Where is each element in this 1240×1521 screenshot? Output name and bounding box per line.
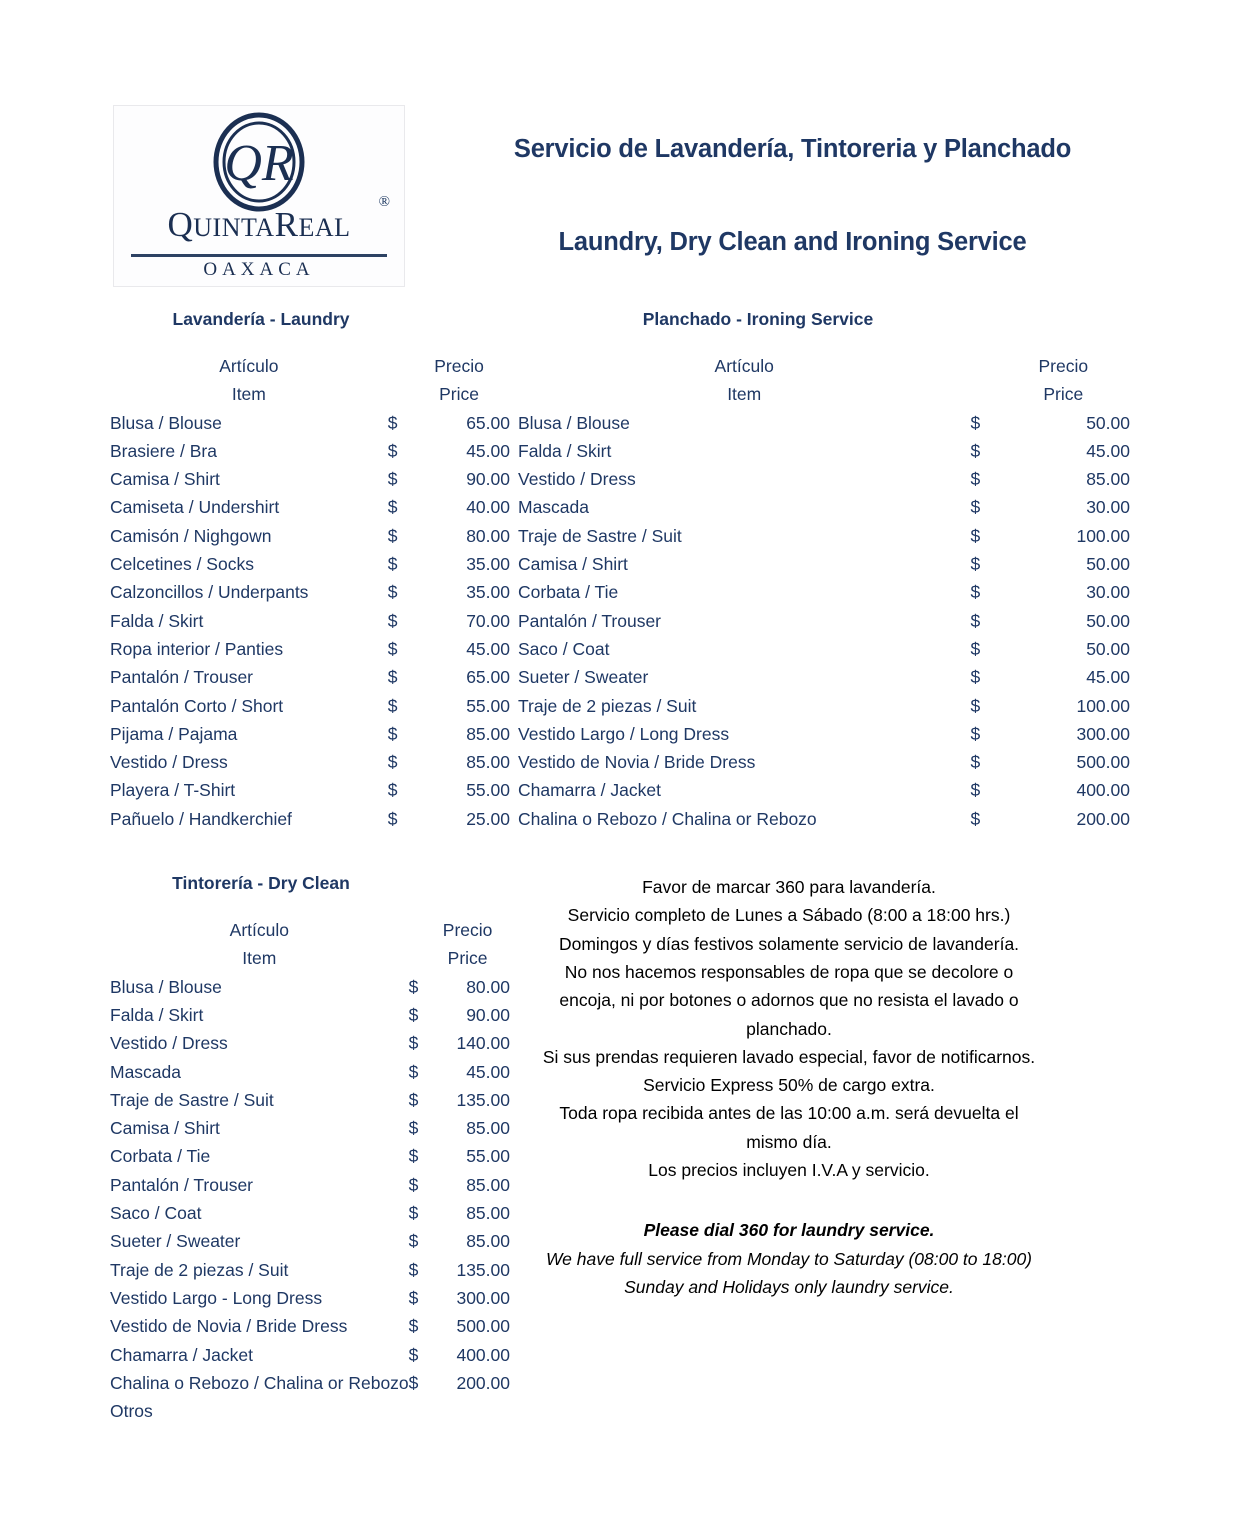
table-row: [518, 663, 1130, 691]
header-titles: [405, 105, 1240, 257]
currency-symbol: $: [387, 723, 398, 744]
currency-symbol: $: [970, 440, 981, 461]
list-item: Sueter / Sweater: [110, 1231, 241, 1252]
dryclean-col-header-articulo: Artículo: [229, 920, 289, 941]
list-item: Brasiere / Bra: [110, 440, 217, 461]
table-row: [110, 1227, 510, 1255]
currency-symbol: $: [408, 1089, 419, 1110]
price-value: 85.00: [466, 1203, 510, 1224]
currency-symbol: $: [408, 1316, 419, 1337]
table-row: [110, 663, 510, 691]
price-value: 300.00: [456, 1287, 510, 1308]
list-item: Falda / Skirt: [110, 1004, 204, 1025]
currency-symbol: $: [970, 780, 981, 801]
table-row: [518, 776, 1130, 804]
table-row: [110, 1029, 510, 1057]
price-value: 45.00: [466, 440, 510, 461]
table-row: [110, 973, 510, 1001]
currency-symbol: $: [970, 752, 981, 773]
list-item: Falda / Skirt: [110, 610, 204, 631]
list-item: Traje de Sastre / Suit: [518, 525, 682, 546]
table-row: [110, 550, 510, 578]
price-value: 45.00: [1086, 667, 1130, 688]
list-item: Falda / Skirt: [518, 440, 612, 461]
laundry-col-header-precio: Precio: [434, 356, 484, 376]
currency-symbol: $: [408, 1174, 419, 1195]
laundry-header-row-en: [110, 380, 510, 408]
table-row: [110, 692, 510, 720]
ironing-header-row-en: [518, 380, 1130, 408]
dryclean-header-row-es: [110, 916, 510, 944]
currency-symbol: $: [408, 1287, 419, 1308]
table-row: [110, 1171, 510, 1199]
laundry-col-header-price: Price: [439, 384, 479, 405]
logo-divider-line: [131, 254, 387, 257]
list-item: Calzoncillos / Underpants: [110, 582, 309, 603]
table-row: [110, 805, 510, 833]
price-value: 80.00: [466, 976, 510, 997]
logo-wordmark-r: R: [274, 205, 299, 244]
price-value: 85.00: [466, 752, 510, 773]
price-value: 85.00: [466, 1174, 510, 1195]
logo-monogram-emblem: [204, 112, 314, 217]
logo-wordmark-q: Q: [167, 205, 194, 244]
lower-row: [0, 873, 1240, 1425]
price-value: 85.00: [466, 1231, 510, 1252]
list-item: Chalina o Rebozo / Chalina or Rebozo: [110, 1372, 409, 1393]
logo-location-label: OAXACA: [203, 259, 315, 280]
list-item: Mascada: [518, 497, 590, 518]
logo-wordmark-uinta: UINTA: [193, 213, 275, 242]
table-row: [110, 1312, 510, 1340]
currency-symbol: $: [970, 695, 981, 716]
laundry-header-cur-spacer-2: [388, 380, 408, 408]
list-item: Vestido / Dress: [110, 752, 228, 773]
list-item: Otros: [110, 1401, 153, 1422]
list-item: Camisa / Shirt: [110, 1118, 220, 1139]
currency-symbol: $: [387, 525, 398, 546]
table-row: [110, 409, 510, 437]
laundry-section-title: Lavandería - Laundry: [172, 309, 350, 329]
registered-trademark-icon: ®: [378, 194, 390, 210]
price-value: 500.00: [456, 1316, 510, 1337]
list-item: Blusa / Blouse: [110, 976, 222, 997]
list-item: Camisa / Shirt: [518, 554, 628, 575]
table-row: [110, 1001, 510, 1029]
price-value: 85.00: [466, 723, 510, 744]
currency-symbol: $: [408, 1004, 419, 1025]
currency-symbol: $: [387, 808, 398, 829]
notes-section: [510, 873, 1130, 1425]
currency-symbol: $: [387, 554, 398, 575]
list-item: Pantalón / Trouser: [518, 610, 661, 631]
dryclean-col-header-precio: Precio: [442, 920, 493, 941]
list-item: Corbata / Tie: [110, 1146, 211, 1167]
list-item: Camisón / Nighgown: [110, 525, 272, 546]
table-row: [110, 607, 510, 635]
list-item: Chamarra / Jacket: [110, 1344, 253, 1365]
table-row: [110, 1284, 510, 1312]
logo-wordmark: [114, 205, 404, 245]
table-row: [518, 465, 1130, 493]
table-row: [110, 1142, 510, 1170]
list-item: Traje de Sastre / Suit: [110, 1089, 274, 1110]
price-value: 35.00: [466, 554, 510, 575]
currency-symbol: $: [408, 976, 419, 997]
ironing-header-cur-spacer-2: [970, 380, 996, 408]
list-item: Traje de 2 piezas / Suit: [518, 695, 697, 716]
currency-symbol: $: [387, 638, 398, 659]
currency-symbol: $: [387, 780, 398, 801]
table-row: [518, 493, 1130, 521]
price-value: 200.00: [456, 1372, 510, 1393]
price-value: 90.00: [466, 1004, 510, 1025]
price-value: 30.00: [1086, 582, 1130, 603]
note-line: Los precios incluyen I.V.A y servicio.: [648, 1160, 930, 1181]
currency-symbol: $: [408, 1146, 419, 1167]
table-row: [110, 1114, 510, 1142]
price-value: 85.00: [466, 1118, 510, 1139]
currency-symbol: $: [408, 1033, 419, 1054]
price-value: 70.00: [466, 610, 510, 631]
price-value: 100.00: [1076, 525, 1130, 546]
table-row: [110, 1369, 510, 1397]
price-value: 90.00: [466, 469, 510, 490]
price-value: 55.00: [466, 780, 510, 801]
price-value: 45.00: [466, 638, 510, 659]
price-value: 140.00: [456, 1033, 510, 1054]
notes-english: [540, 1216, 1038, 1301]
note-line: We have full service from Monday to Saturday (08:00 to 18:00): [545, 1248, 1033, 1269]
list-item: Blusa / Blouse: [110, 412, 222, 433]
list-item: Playera / T-Shirt: [110, 780, 236, 801]
price-value: 55.00: [466, 695, 510, 716]
currency-symbol: $: [970, 469, 981, 490]
currency-symbol: $: [387, 695, 398, 716]
currency-symbol: $: [387, 412, 398, 433]
list-item: Vestido de Novia / Bride Dress: [110, 1316, 348, 1337]
ironing-header-row-es: [518, 352, 1130, 380]
laundry-header-cur-spacer: [388, 352, 408, 380]
list-item: Mascada: [110, 1061, 182, 1082]
logo-wordmark-eal: EAL: [298, 213, 351, 242]
document-header: [0, 0, 1240, 287]
list-item: Camiseta / Undershirt: [110, 497, 280, 518]
currency-symbol: $: [970, 582, 981, 603]
dryclean-section-title: Tintorería - Dry Clean: [172, 873, 350, 894]
note-line-bold: Please dial 360 for laundry service.: [643, 1220, 935, 1241]
ironing-section-title: Planchado - Ironing Service: [642, 309, 874, 329]
table-row: [110, 1086, 510, 1114]
table-row: [110, 465, 510, 493]
price-value: 30.00: [1086, 497, 1130, 518]
note-line: Domingos y días festivos solamente servicio de lavandería.: [558, 933, 1020, 954]
table-row: [518, 635, 1130, 663]
table-row: [110, 1256, 510, 1284]
price-value: 40.00: [466, 497, 510, 518]
dryclean-price-table: [110, 916, 510, 1425]
table-row: [110, 522, 510, 550]
list-item: Pañuelo / Handkerchief: [110, 808, 292, 829]
currency-symbol: $: [970, 667, 981, 688]
dryclean-header-row-en: [110, 944, 510, 972]
list-item: Pantalón / Trouser: [110, 667, 253, 688]
currency-symbol: $: [387, 752, 398, 773]
currency-symbol: $: [408, 1372, 419, 1393]
laundry-section: [0, 309, 510, 833]
ironing-col-header-precio: Precio: [1038, 356, 1089, 376]
ironing-col-header-item: Item: [727, 384, 762, 405]
table-row: [518, 437, 1130, 465]
ironing-col-header-price: Price: [1043, 384, 1084, 405]
note-line: No nos hacemos responsables de ropa que se decolore o encoja, ni por botones o adornos que no resista el lavado o planchado.: [559, 961, 1019, 1039]
currency-symbol: $: [970, 412, 981, 433]
currency-symbol: $: [387, 610, 398, 631]
currency-symbol: $: [970, 610, 981, 631]
list-item: Vestido / Dress: [518, 469, 636, 490]
currency-symbol: $: [408, 1259, 419, 1280]
price-value: 135.00: [456, 1089, 510, 1110]
list-item: Vestido Largo / Long Dress: [518, 723, 730, 744]
price-value: 400.00: [1076, 780, 1130, 801]
ironing-price-table: [518, 352, 1130, 833]
table-row: [110, 437, 510, 465]
list-item: Vestido Largo - Long Dress: [110, 1287, 323, 1308]
list-item: Chamarra / Jacket: [518, 780, 661, 801]
note-line: Favor de marcar 360 para lavandería.: [642, 877, 936, 898]
currency-symbol: $: [408, 1344, 419, 1365]
price-value: 65.00: [466, 412, 510, 433]
table-row: [518, 607, 1130, 635]
notes-spanish: [540, 873, 1038, 1184]
currency-symbol: $: [387, 469, 398, 490]
currency-symbol: $: [387, 667, 398, 688]
price-value: 25.00: [466, 808, 510, 829]
note-line: Si sus prendas requieren lavado especial, favor de notificarnos.: [542, 1046, 1036, 1067]
list-item: Pantalón / Trouser: [110, 1174, 253, 1195]
list-item: Traje de 2 piezas / Suit: [110, 1259, 289, 1280]
currency-symbol: $: [408, 1061, 419, 1082]
dryclean-col-header-item: Item: [242, 948, 277, 969]
list-item: Saco / Coat: [110, 1203, 202, 1224]
table-row: [110, 1397, 510, 1425]
quinta-real-logo: [113, 105, 405, 287]
top-tables-row: [0, 309, 1240, 833]
list-item: Celcetines / Socks: [110, 554, 254, 575]
page-title-spanish: Servicio de Lavandería, Tintoreria y Planchado: [513, 135, 1072, 163]
laundry-col-header-item: Item: [231, 384, 266, 405]
list-item: Sueter / Sweater: [518, 667, 649, 688]
table-row: [110, 493, 510, 521]
currency-symbol: $: [970, 497, 981, 518]
ironing-header-cur-spacer: [970, 352, 996, 380]
currency-symbol: $: [387, 440, 398, 461]
note-line: Servicio completo de Lunes a Sábado (8:00 a 18:00 hrs.): [567, 905, 1011, 926]
currency-symbol: $: [387, 582, 398, 603]
price-value: 45.00: [466, 1061, 510, 1082]
price-value: 300.00: [1076, 723, 1130, 744]
currency-symbol: $: [408, 1118, 419, 1139]
table-row: [518, 578, 1130, 606]
price-value: 65.00: [466, 667, 510, 688]
dryclean-col-header-price: Price: [447, 948, 488, 969]
price-value: 135.00: [456, 1259, 510, 1280]
price-value: 400.00: [456, 1344, 510, 1365]
price-value: 200.00: [1076, 808, 1130, 829]
table-row: [518, 805, 1130, 833]
list-item: Vestido de Novia / Bride Dress: [518, 752, 756, 773]
laundry-col-header-articulo: Artículo: [219, 356, 279, 376]
price-value: 35.00: [466, 582, 510, 603]
dryclean-header-cur-spacer: [409, 916, 426, 944]
list-item: Vestido / Dress: [110, 1033, 228, 1054]
currency-symbol: $: [970, 808, 981, 829]
list-item: Pijama / Pajama: [110, 723, 238, 744]
table-row: [110, 720, 510, 748]
table-row: [518, 720, 1130, 748]
table-row: [110, 635, 510, 663]
price-value: [425, 1397, 510, 1425]
list-item: Chalina o Rebozo / Chalina or Rebozo: [518, 808, 817, 829]
price-value: 50.00: [1086, 412, 1130, 433]
currency-symbol: [409, 1397, 426, 1425]
laundry-header-row-es: [110, 352, 510, 380]
table-row: [518, 409, 1130, 437]
currency-symbol: $: [970, 525, 981, 546]
price-value: 100.00: [1076, 695, 1130, 716]
price-value: 500.00: [1076, 752, 1130, 773]
ironing-col-header-articulo: Artículo: [714, 356, 774, 376]
price-value: 50.00: [1086, 554, 1130, 575]
list-item: Saco / Coat: [518, 638, 610, 659]
list-item: Camisa / Shirt: [110, 469, 220, 490]
note-line: Servicio Express 50% de cargo extra.: [643, 1075, 935, 1096]
currency-symbol: $: [408, 1203, 419, 1224]
table-row: [110, 748, 510, 776]
price-value: 50.00: [1086, 610, 1130, 631]
table-row: [110, 578, 510, 606]
table-row: [110, 776, 510, 804]
table-row: [518, 748, 1130, 776]
list-item: Pantalón Corto / Short: [110, 695, 284, 716]
price-value: 50.00: [1086, 638, 1130, 659]
dryclean-header-cur-spacer-2: [409, 944, 426, 972]
currency-symbol: $: [970, 638, 981, 659]
list-item: Blusa / Blouse: [518, 412, 630, 433]
table-row: [110, 1341, 510, 1369]
table-row: [110, 1058, 510, 1086]
price-value: 55.00: [466, 1146, 510, 1167]
price-value: 85.00: [1086, 469, 1130, 490]
note-line: Toda ropa recibida antes de las 10:00 a.m. será devuelta el mismo día.: [559, 1103, 1019, 1152]
list-item: Corbata / Tie: [518, 582, 619, 603]
currency-symbol: $: [970, 554, 981, 575]
dryclean-section: [0, 873, 510, 1425]
currency-symbol: $: [970, 723, 981, 744]
currency-symbol: $: [387, 497, 398, 518]
svg-text:QR: QR: [224, 135, 294, 192]
ironing-section: [510, 309, 1130, 833]
table-row: [110, 1199, 510, 1227]
page-title-english: Laundry, Dry Clean and Ironing Service: [558, 228, 1027, 256]
table-row: [518, 550, 1130, 578]
table-row: [518, 692, 1130, 720]
currency-symbol: $: [408, 1231, 419, 1252]
note-line: Sunday and Holidays only laundry service.: [624, 1276, 954, 1297]
table-row: [518, 522, 1130, 550]
price-value: 45.00: [1086, 440, 1130, 461]
price-value: 80.00: [466, 525, 510, 546]
laundry-price-table: [110, 352, 510, 833]
list-item: Ropa interior / Panties: [110, 638, 284, 659]
